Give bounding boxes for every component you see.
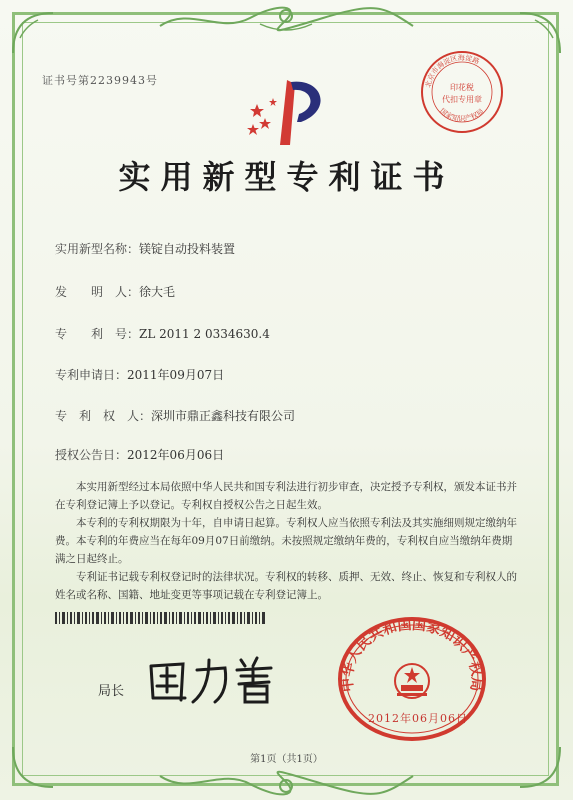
field-label: 专 利 号： — [55, 327, 140, 341]
field-value: 深圳市鼎正鑫科技有限公司 — [151, 409, 296, 423]
field-label: 实用新型名称： — [55, 242, 140, 256]
body-paragraph-3: 专利证书记载专利权登记时的法律状况。专利权的转移、质押、无效、终止、恢复和专利权人的姓名或名称、国籍、地址变更等事项记载在专利登记簿上。 — [55, 571, 517, 601]
barcode — [55, 612, 265, 624]
star-2 — [259, 118, 271, 129]
logo-blue-p — [291, 82, 321, 122]
star-1 — [250, 104, 264, 117]
certificate-number: 证书号第2239943号 — [42, 74, 158, 87]
field-label: 专利申请日： — [55, 368, 128, 382]
corner-ornament-tr — [515, 8, 565, 58]
national-emblem-icon — [395, 664, 429, 698]
field-value: 镁锭自动投料装置 — [139, 242, 236, 256]
tax-stamp-center-bottom: 代扣专用章 — [442, 95, 482, 104]
field-value: ZL 2011 2 0334630.4 — [139, 327, 270, 341]
logo-red-stroke — [280, 80, 295, 145]
certificate-title: 实用新型专利证书 — [118, 158, 455, 196]
svg-text:中华人民共和国国家知识产权局 — [339, 616, 486, 693]
body-paragraph-1: 本实用新型经过本局依照中华人民共和国专利法进行初步审查，决定授予专利权，颁发本证书并在专利登记簿上予以登记。专利权自授权公告之日起生效。 — [55, 481, 517, 511]
patent-office-logo — [245, 70, 330, 148]
field-utility-model-name — [55, 240, 235, 257]
field-label: 发 明 人： — [55, 285, 140, 299]
tax-stamp-center-top: 印花税 — [450, 83, 474, 92]
tax-stamp-bottom-text: 国家知识产权局 — [438, 107, 486, 123]
field-patent-number — [55, 325, 270, 342]
field-value: 徐大毛 — [139, 285, 176, 299]
bottom-ornament — [150, 768, 423, 796]
field-grant-date — [55, 446, 224, 463]
field-inventor — [55, 283, 175, 300]
svg-text:国家知识产权局 — [438, 106, 485, 123]
tax-stamp-ring-text: 北京市海淀区海淀路 — [424, 53, 481, 89]
field-value: 2011年09月07日 — [127, 368, 225, 382]
body-paragraph-2: 本专利的专利权期限为十年，自申请日起算。专利权人应当依照专利法及其实施细则规定缴纳年费。本专利的年费应当在每年09月07日前缴纳。未按照规定缴纳年费的，专利权自应当缴纳年费期满之日起终止。 — [55, 517, 517, 565]
page-footer: 第1页（共1页） — [250, 754, 323, 765]
top-ornament — [150, 6, 423, 34]
field-application-date — [55, 366, 224, 383]
field-patentee — [55, 407, 295, 424]
signature-title: 局长 — [98, 684, 125, 699]
field-label: 授权公告日： — [55, 448, 128, 462]
seal-ring-text: 中华人民共和国国家知识产权局 — [339, 617, 485, 693]
field-value: 2012年06月06日 — [127, 448, 225, 462]
director-signature — [145, 652, 280, 708]
seal-date: 2012年06月06日 — [368, 712, 468, 725]
field-label: 专 利 权 人： — [55, 409, 152, 423]
star-3 — [247, 124, 259, 135]
certificate-body — [55, 478, 517, 604]
star-4 — [269, 98, 277, 106]
corner-ornament-tl — [8, 8, 58, 58]
tax-stamp — [418, 48, 506, 136]
